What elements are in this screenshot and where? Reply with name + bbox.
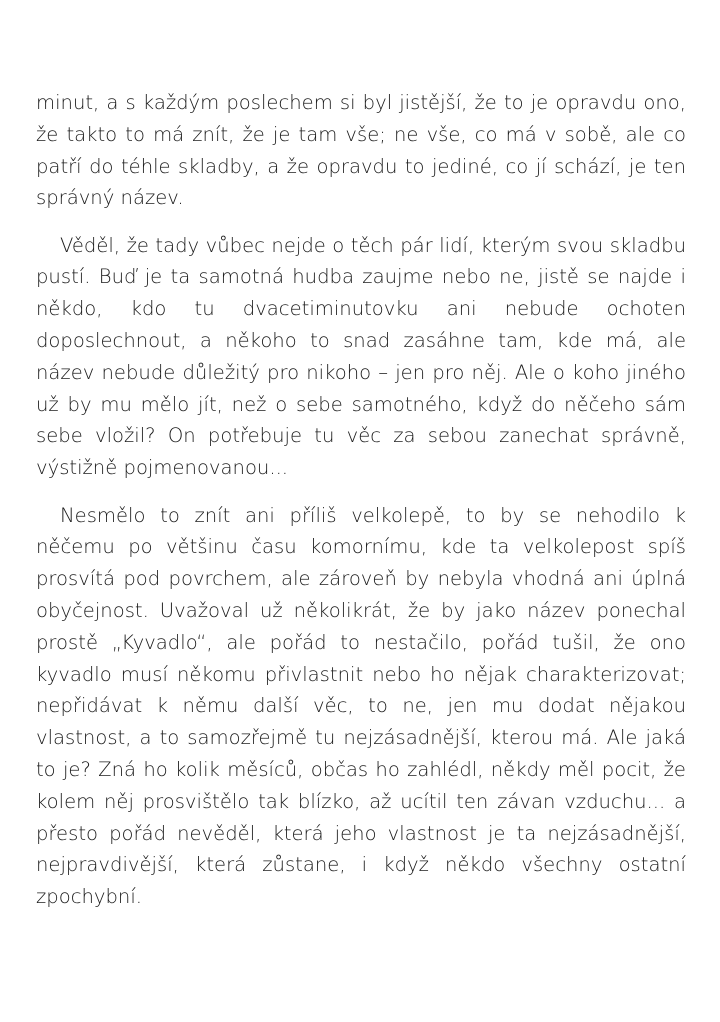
paragraph-vedel: Věděl, že tady vůbec nejde o těch pár lidí, kterým svou skladbu pustí. Buď je ta samotná hudba zaujme nebo ne, jistě se najde i někdo, kdo tu dvacetiminutovku ani nebude ochoten doposlechnout, a někoho to snad zasáhne tam, kde má, ale název nebude důležitý pro nikoho – jen pro něj. Ale o koho jiného už by mu mělo jít, než o sebe samotného, když do něčeho sám sebe vložil? On potřebuje tu věc za sebou zanechat správně, výstižně pojmenovanou... [36,233,686,480]
paragraph-nesmelo: Nesmělo to znít ani příliš velkolepě, to by se nehodilo k něčemu po většinu času komornímu, kde ta velkolepost spíš prosvítá pod povrchem, ale zároveň by nebyla vhodná ani úplná obyčejnost. Uvažoval už několikrát, že by jako název ponechal prostě „Kyvadlo“, ale pořád to nestačilo, pořád tušil, že ono kyvadlo musí někomu přivlastnit nebo ho nějak charakterizovat; nepřidávat k němu další věc, to ne, jen mu dodat nějakou vlastnost, a to samozřejmě tu nejzásadnější, kterou má. Ale jaká to je? Zná ho kolik měsíců, občas ho zahlédl, někdy měl pocit, že kolem něj prosvištělo tak blízko, až ucítil ten závan vzduchu... a přesto pořád nevěděl, která jeho vlastnost je ta nejzásadnější, nejpravdivější, která zůstane, i když někdo všechny ostatní zpochybní. [36,503,686,909]
paragraph-continuation: minut, a s každým poslechem si byl jistější, že to je opravdu ono, že takto to má znít, že je tam vše; ne vše, co má v sobě, ale co patří do téhle skladby, a že opravdu to jediné, co jí schází, je ten správný název. [36,91,686,210]
document-page [36,87,686,913]
